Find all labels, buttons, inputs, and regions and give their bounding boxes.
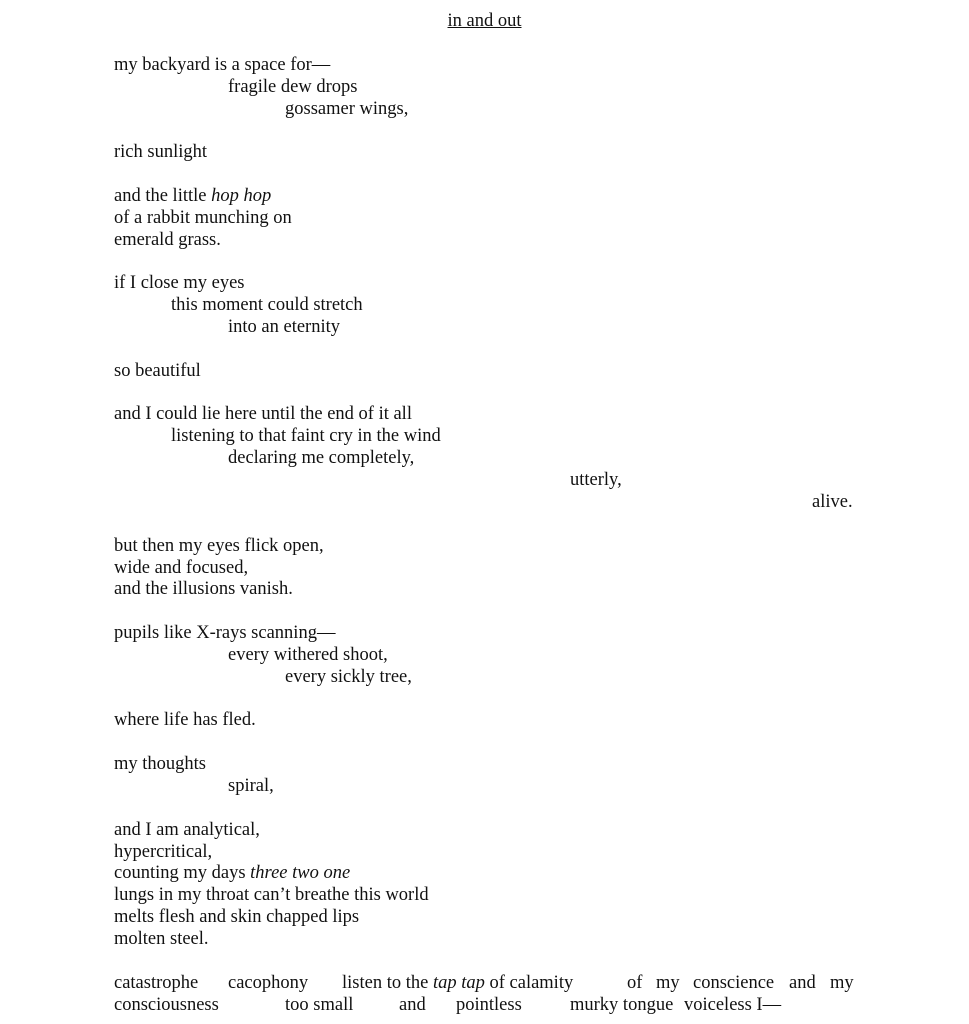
line-27: hypercritical, (114, 842, 213, 862)
line-28-text: counting my days (114, 863, 251, 883)
line-29: lungs in my throat can’t breathe this world (114, 885, 429, 905)
line-4: rich sunlight (114, 142, 208, 162)
line-14: declaring me completely, (228, 448, 415, 468)
line-17: but then my eyes flick open, (114, 536, 324, 556)
line-12: and I could lie here until the end of it all (114, 404, 412, 424)
line-16: alive. (812, 492, 853, 512)
line-32-word: conscience (693, 973, 775, 993)
line-28 (114, 862, 350, 884)
line-10: into an eternity (228, 317, 340, 337)
line-33-word: consciousness (114, 995, 219, 1015)
line-32-word: my (830, 973, 854, 993)
line-32-text: listen to the (342, 973, 433, 993)
line-1: my backyard is a space for— (114, 55, 331, 75)
line-32-word: cacophony (228, 973, 309, 993)
line-5 (114, 185, 271, 207)
line-19: and the illusions vanish. (114, 579, 293, 599)
line-32-word: of (627, 973, 643, 993)
line-5-italic: hop hop (211, 186, 272, 206)
line-32-italic: tap tap (432, 973, 485, 993)
line-26: and I am analytical, (114, 820, 260, 840)
poem-title: in and out (447, 11, 522, 31)
line-5-text: and the little (114, 186, 212, 206)
line-22: every sickly tree, (285, 667, 412, 687)
line-32-word: and (789, 973, 816, 993)
line-21: every withered shoot, (228, 645, 388, 665)
line-2: fragile dew drops (228, 77, 358, 97)
line-32-text: of calamity (484, 973, 574, 993)
line-15: utterly, (570, 470, 622, 490)
line-28-italic: three two one (250, 863, 351, 883)
line-13: listening to that faint cry in the wind (171, 426, 441, 446)
line-33-word: murky tongue (570, 995, 674, 1015)
line-23: where life has fled. (114, 710, 256, 730)
line-30: melts flesh and skin chapped lips (114, 907, 360, 927)
line-8: if I close my eyes (114, 273, 245, 293)
line-33-word: and (399, 995, 426, 1015)
line-25: spiral, (228, 776, 274, 796)
line-3: gossamer wings, (285, 99, 409, 119)
line-33-word: pointless (456, 995, 522, 1015)
line-31: molten steel. (114, 929, 209, 949)
line-33-word: too small (285, 995, 354, 1015)
line-6: of a rabbit munching on (114, 208, 292, 228)
line-32-phrase (342, 972, 573, 994)
line-32-word: my (656, 973, 680, 993)
line-9: this moment could stretch (171, 295, 363, 315)
line-11: so beautiful (114, 361, 201, 381)
line-32-word: catastrophe (114, 973, 199, 993)
line-33-word: voiceless I— (684, 995, 782, 1015)
line-24: my thoughts (114, 754, 206, 774)
line-20: pupils like X-rays scanning— (114, 623, 336, 643)
line-18: wide and focused, (114, 558, 249, 578)
line-7: emerald grass. (114, 230, 221, 250)
